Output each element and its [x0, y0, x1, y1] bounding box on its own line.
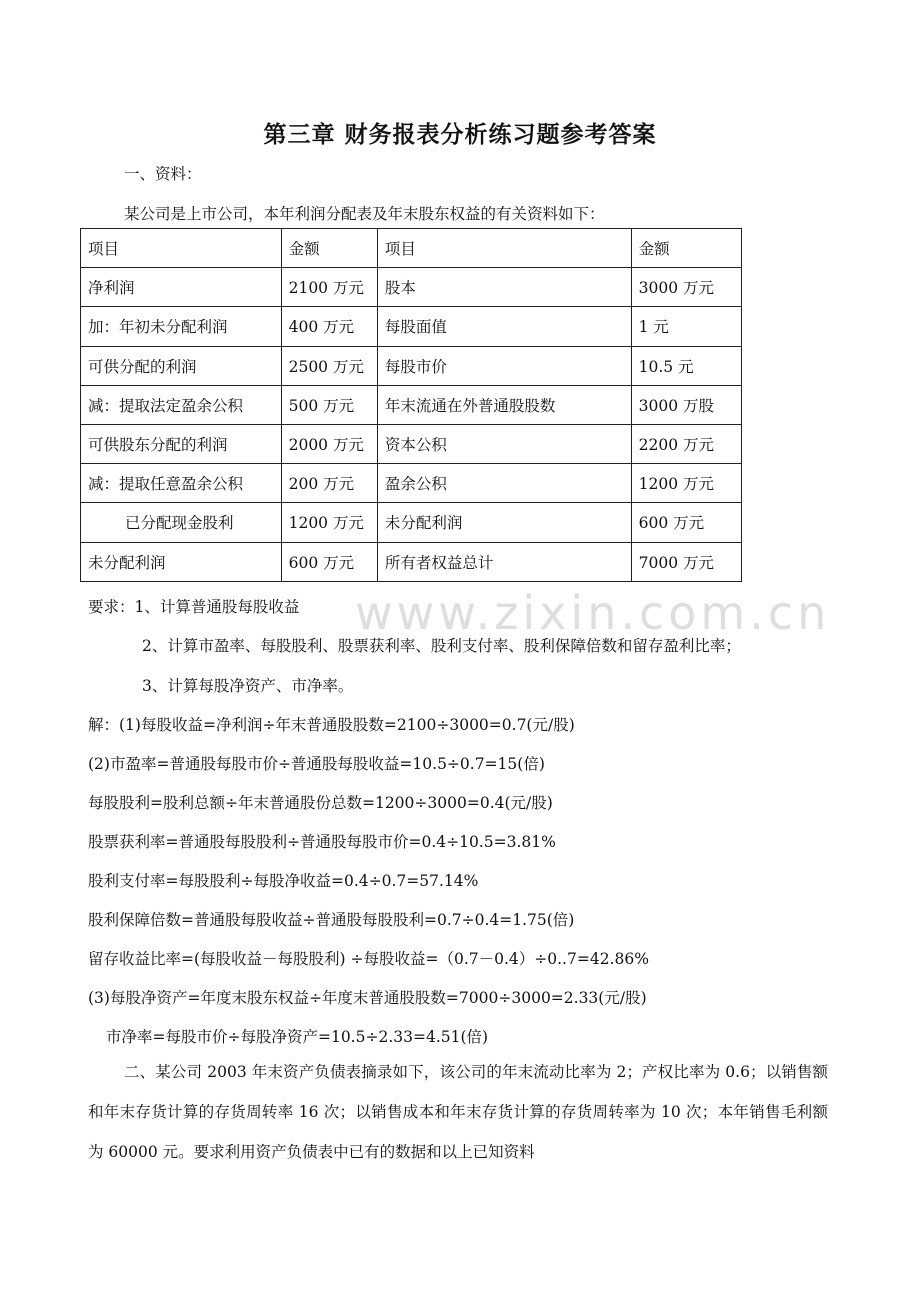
table-cell: 已分配现金股利 [81, 503, 282, 542]
solution-line: 留存收益比率=(每股收益－每股股利) ÷每股收益=（0.7－0.4）÷0..7=42.86% [88, 950, 649, 968]
solution-line: 股利支付率=每股股利÷每股净收益=0.4÷0.7=57.14% [88, 872, 479, 890]
table-cell: 500 万元 [281, 385, 377, 424]
table-cell: 7000 万元 [631, 542, 741, 581]
table-cell: 2000 万元 [281, 424, 377, 463]
table-cell: 资本公积 [377, 424, 631, 463]
table-row [81, 424, 742, 463]
profit-distribution-table [80, 228, 742, 582]
table-cell: 减：提取法定盈余公积 [81, 385, 282, 424]
table-cell: 盈余公积 [377, 464, 631, 503]
table-cell: 每股面值 [377, 307, 631, 346]
table-cell: 年末流通在外普通股股数 [377, 385, 631, 424]
table-cell: 每股市价 [377, 346, 631, 385]
table-cell: 1200 万元 [631, 464, 741, 503]
table-row [81, 307, 742, 346]
table-header-row [81, 229, 742, 268]
solution-line: 每股股利=股利总额÷年末普通股份总数=1200÷3000=0.4(元/股) [88, 794, 553, 812]
header-cell: 金额 [631, 229, 741, 268]
table-cell: 600 万元 [281, 542, 377, 581]
table-cell: 减：提取任意盈余公积 [81, 464, 282, 503]
table-cell: 10.5 元 [631, 346, 741, 385]
watermark-text: www.zixin.com.cn [355, 586, 831, 640]
section2-paragraph: 二、某公司 2003 年末资产负债表摘录如下，该公司的年末流动比率为 2；产权比率为 0.6；以销售额和年末存货计算的存货周转率 16 次；以销售成本和年末存货计算的存货周转率为 10 次；本年销售毛利额为 60000 元。要求利用资产负债表中已有的数据和以上已知资料 [88, 1063, 828, 1161]
page-title: 第三章 财务报表分析练习题参考答案 [263, 122, 657, 148]
table-cell: 可供分配的利润 [81, 346, 282, 385]
table-row [81, 385, 742, 424]
table-cell: 200 万元 [281, 464, 377, 503]
table-cell: 600 万元 [631, 503, 741, 542]
requirement-line: 3、计算每股净资产、市净率。 [142, 677, 354, 695]
table-row [81, 542, 742, 581]
table-row [81, 268, 742, 307]
table-cell: 3000 万元 [631, 268, 741, 307]
table-cell: 1 元 [631, 307, 741, 346]
solution-line: (3)每股净资产=年度末股东权益÷年度末普通股股数=7000÷3000=2.33(元/股) [88, 989, 647, 1007]
solution-line: (2)市盈率=普通股每股市价÷普通股每股收益=10.5÷0.7=15(倍) [88, 755, 545, 773]
section-heading-materials: 一、资料： [124, 165, 202, 183]
table-cell: 3000 万股 [631, 385, 741, 424]
table-cell: 400 万元 [281, 307, 377, 346]
header-cell: 项目 [377, 229, 631, 268]
table-cell: 2500 万元 [281, 346, 377, 385]
intro-text: 某公司是上市公司，本年利润分配表及年末股东权益的有关资料如下： [124, 205, 605, 223]
table-cell: 可供股东分配的利润 [81, 424, 282, 463]
solution-line: 股利保障倍数=普通股每股收益÷普通股每股股利=0.7÷0.4=1.75(倍) [88, 911, 575, 929]
table-row [81, 464, 742, 503]
solution-line: 解：(1)每股收益=净利润÷年末普通股股数=2100÷3000=0.7(元/股) [88, 716, 575, 734]
table-cell: 2100 万元 [281, 268, 377, 307]
table-cell: 所有者权益总计 [377, 542, 631, 581]
table-cell: 净利润 [81, 268, 282, 307]
header-cell: 金额 [281, 229, 377, 268]
table-cell: 加：年初未分配利润 [81, 307, 282, 346]
table-row [81, 503, 742, 542]
table-row [81, 346, 742, 385]
table-cell: 未分配利润 [81, 542, 282, 581]
header-cell: 项目 [81, 229, 282, 268]
requirement-line: 2、计算市盈率、每股股利、股票获利率、股利支付率、股利保障倍数和留存盈利比率； [142, 637, 741, 655]
table-cell: 1200 万元 [281, 503, 377, 542]
solution-line: 市净率=每股市价÷每股净资产=10.5÷2.33=4.51(倍) [106, 1028, 489, 1046]
table-cell: 股本 [377, 268, 631, 307]
solution-line: 股票获利率=普通股每股股利÷普通股每股市价=0.4÷10.5=3.81% [88, 833, 556, 851]
table-cell: 未分配利润 [377, 503, 631, 542]
table-cell: 2200 万元 [631, 424, 741, 463]
requirement-line: 要求：1、计算普通股每股收益 [88, 598, 300, 616]
